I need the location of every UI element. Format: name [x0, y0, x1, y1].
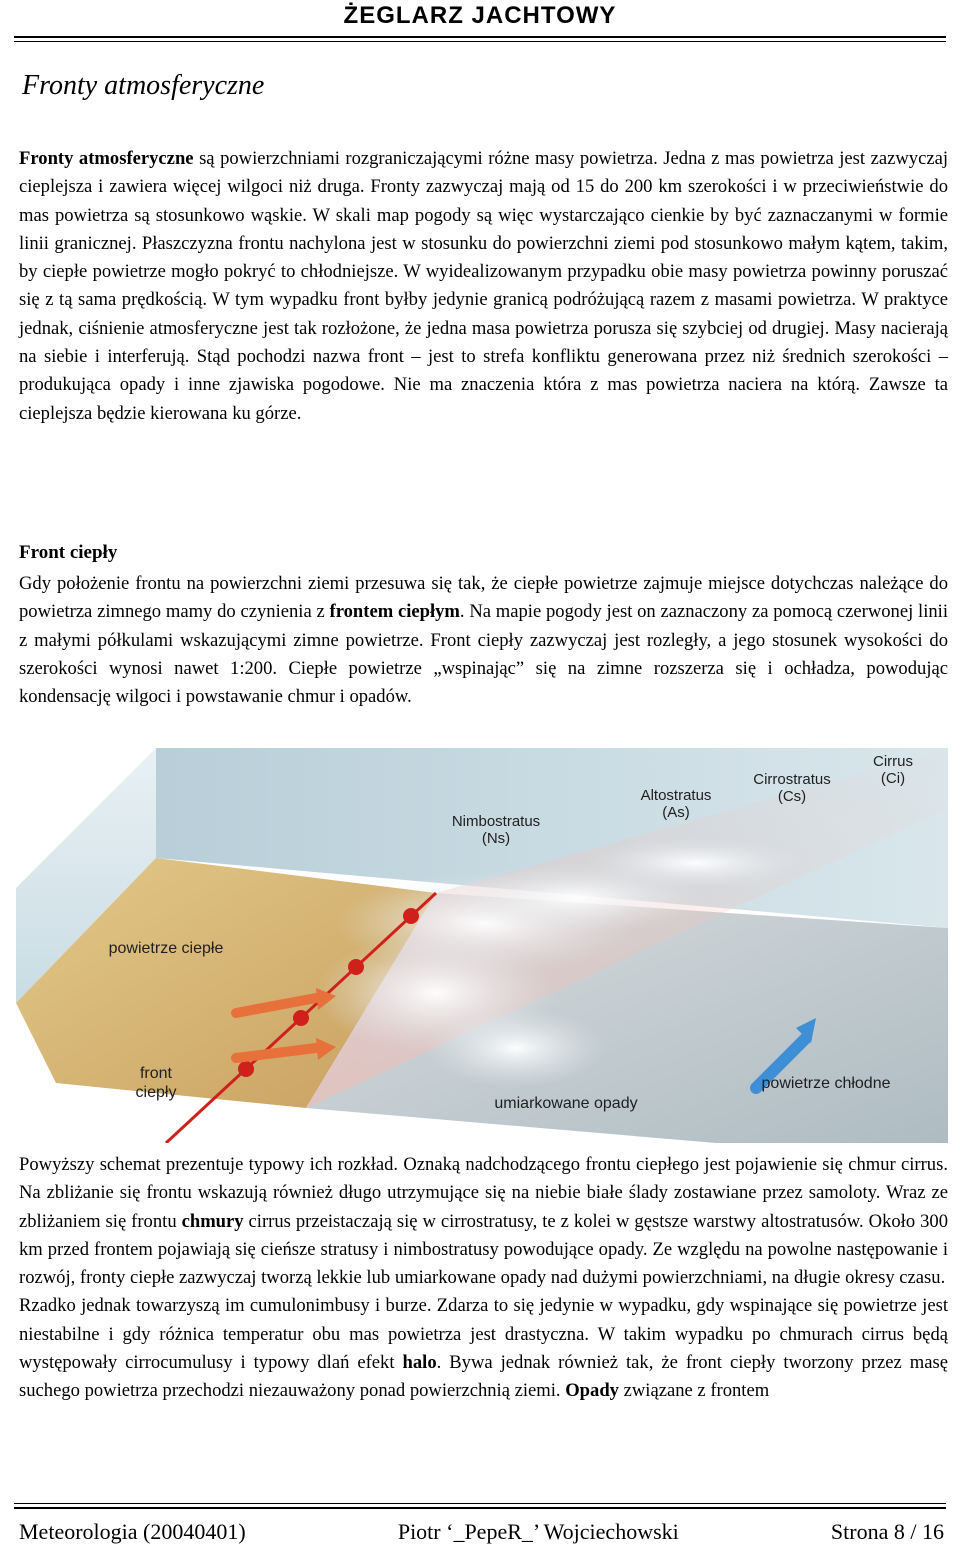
- label-cirrus-abbr: (Ci): [880, 770, 906, 787]
- after-text-4: . Bywa jednak również tak, że front ciepły tworzony przez masę suchego powietrza przechodzi niezauważony ponad powierzchnią ziemi.: [19, 1352, 948, 1402]
- label-cold-air: powietrze chłodne: [761, 1075, 891, 1092]
- label-precip: umiarkowane opady: [494, 1095, 638, 1112]
- after-bold-3: Opady: [565, 1380, 619, 1402]
- after-text-5: związane z frontem: [618, 1380, 770, 1402]
- label-nimbostratus: Nimbostratus: [451, 813, 541, 830]
- header-rule-thin: [14, 41, 946, 42]
- after-bold-2: halo: [402, 1352, 437, 1374]
- warm-front-paragraph: [19, 570, 948, 711]
- intro-text: są powierzchniami rozgraniczającymi różne masy powietrza. Jedna z mas powietrza jest zazwyczaj cieplejsza i zawiera więcej wilgoci niż druga. Fronty zazwyczaj mają od 15 do 200 km szerokości i w przeciwieństwie do mas powietrza są stosunkowo wąskie. W skali map pogody są więc wystarczająco cienkie by być zaznaczanymi w formie linii granicznej. Płaszczyzna frontu nachylona jest w stosunku do powierzchni ziemi pod stosunkowo małym kątem, takim, by ciepłe powietrze mogło pokryć to chłodniejsze. W wyidealizowanym przypadku obie masy powietrza powinny poruszać się z tą sama prędkością. W tym wypadku front byłby jedynie granicą podróżującą razem z masami powietrza. W praktyce jednak, ciśnienie atmosferyczne jest tak rozłożone, że jedna masa powietrza porusza się szybciej od drugiej. Masy nacierają na siebie i interferują. Stąd pochodzi nazwa front – jest to strefa konfliktu generowana przez niż średnich szerokości – produkująca opady i inne zjawiska pogodowe. Nie ma znaczenia która z mas powietrza naciera na którą. Zawsze ta cieplejsza będzie kierowana ku górze.: [19, 148, 949, 424]
- warm-front-title: Front ciepły: [19, 542, 118, 563]
- label-altostratus-abbr: (As): [662, 804, 690, 821]
- intro-paragraph: [19, 145, 948, 428]
- after-text-2: cirrus przeistaczają się w cirrostratusy, te z kolei w gęstsze warstwy altostratusów. Około 300 km przed frontem pojawiają się cieńsze stratusy i nimbostratusy powodujące opady. Ze względu na powolne następowanie i rozwój, fronty ciepłe zazwyczaj tworzą lekkie lub umiarkowane opady nad dużymi powierzchniami, na długie okresy czasu.: [19, 1210, 948, 1289]
- label-cirrostratus: Cirrostratus: [753, 771, 831, 788]
- section-title: Fronty atmosferyczne: [22, 70, 265, 101]
- footer-rule-thin: [14, 1503, 946, 1504]
- warm-front-text-b: . Na mapie pogody jest on zaznaczony za pomocą czerwonej linii z małymi półkulami wskazującymi zimne powietrze. Front ciepły zazwyczaj jest rozległy, a jego stosunek wysokości do szerokości wynosi nawet 1:200. Ciepłe powietrze „wspinając” się na zimne rozszerza się i ochładza, powodując kondensację wilgoci i powstawanie chmur i opadów.: [19, 601, 948, 708]
- footer: [19, 1519, 944, 1545]
- label-cirrus: Cirrus: [873, 753, 913, 770]
- footer-rule: [14, 1507, 946, 1509]
- after-text-1: Powyższy schemat prezentuje typowy ich rozkład. Oznaką nadchodzącego frontu ciepłego jest pojawienie się chmur cirrus. Na zbliżanie się frontu wskazują również długo utrzymujące się na niebie białe ślady zostawiane przez samoloty. Wraz ze zbliżaniem się frontu: [19, 1154, 948, 1232]
- label-front-1: front: [139, 1065, 173, 1082]
- label-nimbostratus-abbr: (Ns): [481, 830, 511, 847]
- header-rule: [14, 36, 946, 38]
- label-warm-air: powietrze ciepłe: [108, 940, 224, 957]
- warm-front-text-a: Gdy położenie frontu na powierzchni ziemi przesuwa się tak, że ciepłe powietrze zajmuje miejsce dotychczas należące do powietrza zimnego mamy do czynienia z: [19, 573, 948, 623]
- intro-bold-term: Fronty atmosferyczne: [19, 148, 194, 169]
- footer-left: Meteorologia (20040401): [19, 1519, 246, 1544]
- footer-page: Strona 8 / 16: [830, 1519, 944, 1544]
- label-altostratus: Altostratus: [640, 787, 712, 804]
- header-title: ŻEGLARZ JACHTOWY: [343, 2, 617, 29]
- label-cirrostratus-abbr: (Cs): [777, 788, 807, 805]
- label-front-2: ciepły: [135, 1084, 177, 1101]
- warm-front-diagram: [16, 748, 948, 1143]
- footer-center: Piotr ‘_PepeR_’ Wojciechowski: [397, 1519, 679, 1544]
- after-text-3: Rzadko jednak towarzyszą im cumulonimbusy i burze. Zdarza to się jedynie w wypadku, gdy wspinające się powietrze jest niestabilne i gdy różnica temperatur obu mas powietrza jest drastyczna. W takim wypadku po chmurach cirrus będą występowały cirrocumulusy i typowy dlań efekt: [19, 1295, 948, 1374]
- description-paragraph: [19, 1151, 948, 1406]
- after-bold-1: chmury: [181, 1210, 244, 1232]
- warm-front-bold: frontem ciepłym: [329, 601, 460, 623]
